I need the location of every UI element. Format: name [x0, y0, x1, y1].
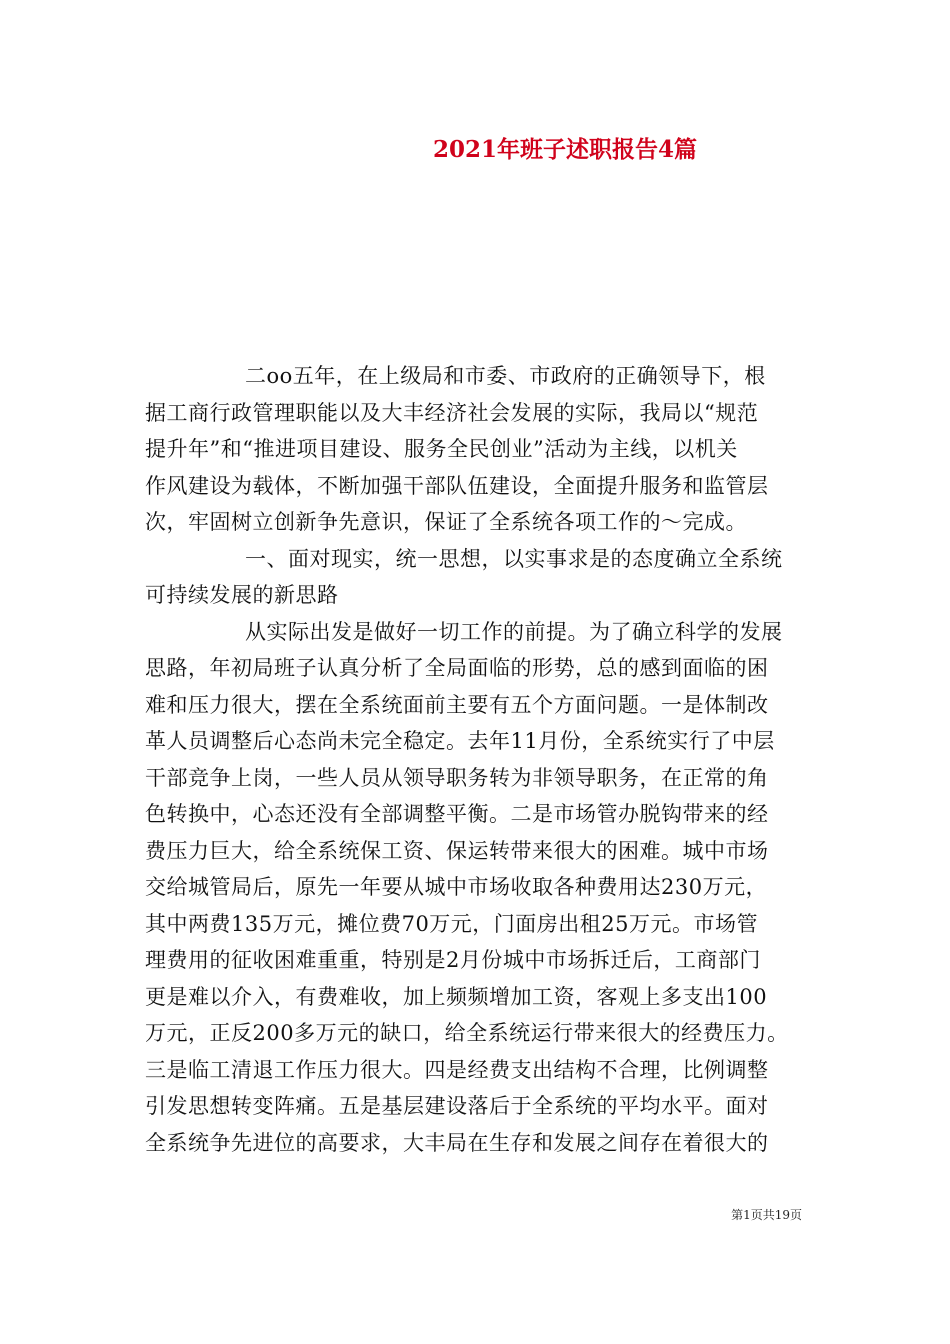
page-number-footer: 第1页共19页 — [731, 1208, 802, 1222]
section-heading-line: 一、面对现实，统一思想，以实事求是的态度确立全系统 — [245, 546, 783, 571]
body-line: 二oo五年，在上级局和市委、市政府的正确领导下，根 — [245, 364, 766, 388]
document-body — [145, 358, 810, 1161]
body-line: 交给城管局后，原先一年要从城中市场收取各种费用达230万元， — [145, 875, 768, 899]
body-line: 更是难以介入，有费难收，加上频频增加工资，客观上多支出100 — [145, 984, 768, 1009]
document-title: 2021年班子述职报告4篇 — [432, 136, 698, 163]
body-line: 全系统争先进位的高要求，大丰局在生存和发展之间存在着很大的 — [145, 1130, 769, 1155]
body-line: 提升年”和“推进项目建设、服务全民创业”活动为主线，以机关 — [145, 437, 738, 461]
body-line: 据工商行政管理职能以及大丰经济社会发展的实际，我局以“规范 — [145, 400, 759, 425]
body-line: 难和压力很大，摆在全系统面前主要有五个方面问题。一是体制改 — [145, 692, 769, 717]
body-line: 费压力巨大，给全系统保工资、保运转带来很大的困难。城中市场 — [145, 838, 769, 863]
body-line: 作风建设为载体，不断加强干部队伍建设，全面提升服务和监管层 — [145, 473, 769, 498]
body-line: 万元，正反200多万元的缺口，给全系统运行带来很大的经费压力。 — [145, 1021, 789, 1045]
body-line: 色转换中，心态还没有全部调整平衡。二是市场管办脱钩带来的经 — [145, 802, 769, 826]
body-line: 理费用的征收困难重重，特别是2月份城中市场拆迁后，工商部门 — [145, 948, 761, 972]
body-line: 引发思想转变阵痛。五是基层建设落后于全系统的平均水平。面对 — [145, 1094, 769, 1118]
body-line: 干部竞争上岗，一些人员从领导职务转为非领导职务，在正常的角 — [145, 765, 769, 790]
body-line: 三是临工清退工作压力很大。四是经费支出结构不合理，比例调整 — [145, 1057, 769, 1082]
section-heading-line: 可持续发展的新思路 — [145, 583, 339, 607]
body-line: 从实际出发是做好一切工作的前提。为了确立科学的发展 — [245, 619, 783, 644]
body-line: 革人员调整后心态尚未完全稳定。去年11月份，全系统实行了中层 — [145, 729, 775, 753]
body-line: 次，牢固树立创新争先意识，保证了全系统各项工作的～完成。 — [145, 510, 747, 534]
body-line: 其中两费135万元，摊位费70万元，门面房出租25万元。市场管 — [145, 911, 759, 936]
body-line: 思路，年初局班子认真分析了全局面临的形势，总的感到面临的困 — [145, 656, 769, 680]
